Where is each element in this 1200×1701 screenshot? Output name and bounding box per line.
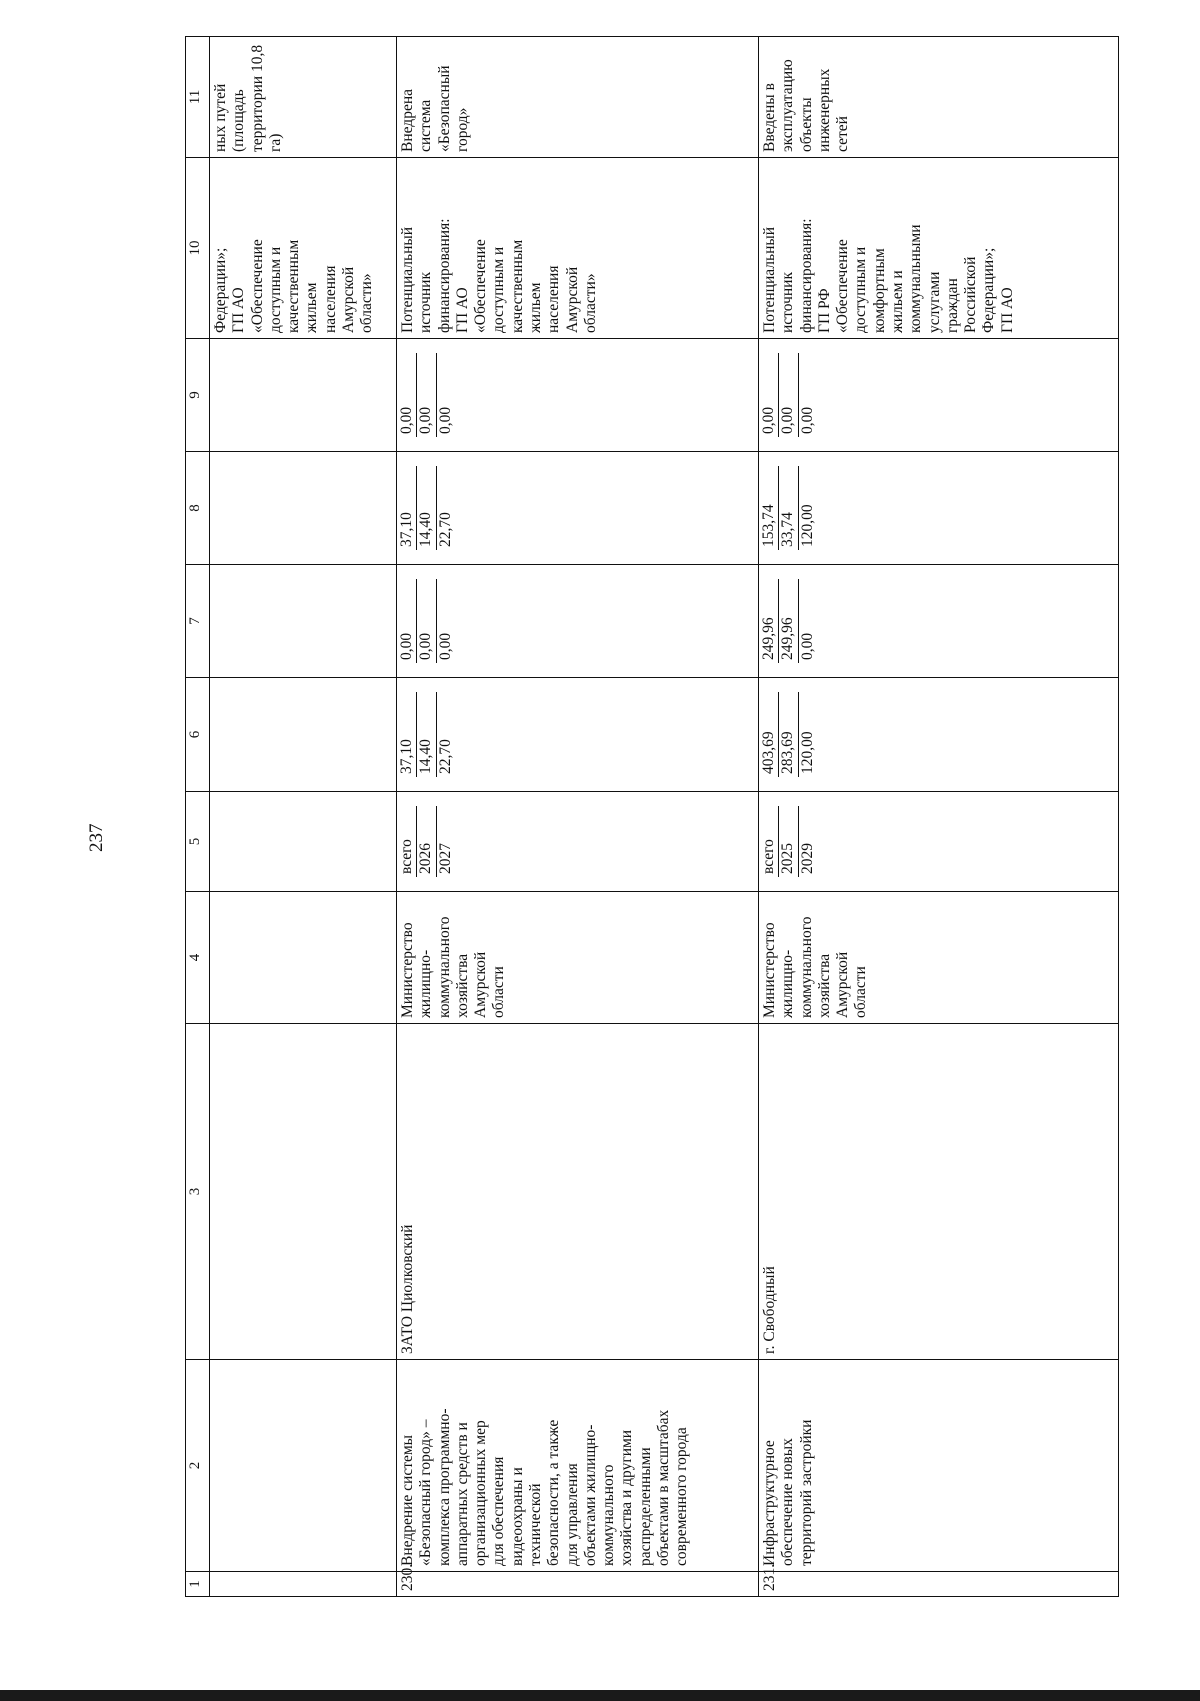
program-table <box>185 36 1119 1597</box>
amount-value: 0,00 <box>798 406 816 434</box>
year-value: всего <box>398 806 417 877</box>
executor: Министерство жилищно- коммунального хозяйства Амурской области <box>759 892 1119 1024</box>
header-row <box>186 37 210 1597</box>
row-number: 230. <box>397 1572 759 1597</box>
header-cell: 10 <box>186 158 210 339</box>
header-cell: 3 <box>186 1024 210 1360</box>
empty-cell <box>210 1024 397 1360</box>
amount-value: 0,00 <box>436 406 454 434</box>
amount-value: 14,40 <box>417 466 436 550</box>
location: г. Свободный <box>759 1024 1119 1360</box>
amount-value: 249,96 <box>760 579 779 663</box>
amount-value: 37,10 <box>398 466 417 550</box>
empty-cell <box>210 792 397 892</box>
executor: Министерство жилищно- коммунального хозяйства Амурской области <box>397 892 759 1024</box>
empty-cell <box>210 678 397 792</box>
amount-value: 0,00 <box>436 632 454 660</box>
amount-value: 33,74 <box>779 466 798 550</box>
year-value: 2026 <box>417 806 436 877</box>
header-cell: 7 <box>186 565 210 678</box>
header-cell: 9 <box>186 339 210 452</box>
amount-value: 0,00 <box>779 353 798 437</box>
amount-value: 249,96 <box>779 579 798 663</box>
header-cell: 11 <box>186 37 210 158</box>
measure-name: Внедрение системы «Безопасный город» – комплекса программно- аппаратных средств и организационных мер для обеспечения видеоохраны и технической безопасности, а также для управления объектами жилищно- коммунального хозяйства и другими распределенными объектами в масштабах современного города <box>397 1360 759 1572</box>
empty-cell <box>210 1572 397 1597</box>
amount-value: 0,00 <box>417 353 436 437</box>
other-sources-cell <box>397 339 759 452</box>
amount-value: 37,10 <box>398 692 417 777</box>
result-cell: ных путей (площадь территории 10,8 га) <box>210 37 397 158</box>
result-cell: Внедрена система «Безопасный город» <box>397 37 759 158</box>
year-value: 2027 <box>436 843 454 874</box>
amount-value: 22,70 <box>436 739 454 774</box>
amount-value: 0,00 <box>398 579 417 663</box>
amount-value: 403,69 <box>760 692 779 777</box>
result-cell: Введены в эксплуатацию объекты инженерных сетей <box>759 37 1119 158</box>
header-cell: 6 <box>186 678 210 792</box>
years-cell <box>397 792 759 892</box>
regional-budget-cell <box>397 452 759 565</box>
amount-value: 0,00 <box>798 632 816 660</box>
scan-edge-bar <box>0 1690 1200 1701</box>
rotated-table-container <box>185 37 1145 1597</box>
regional-budget-cell <box>759 452 1119 565</box>
amount-value: 283,69 <box>779 692 798 777</box>
amount-value: 153,74 <box>760 466 779 550</box>
total-cost-cell <box>759 678 1119 792</box>
funding-source-cell: Федерации»; ГП АО «Обеспечение доступным и качественным жильем населения Амурской области» <box>210 158 397 339</box>
measure-name: Инфраструктурное обеспечение новых территорий застройки <box>759 1360 1119 1572</box>
empty-cell <box>210 1360 397 1572</box>
page-number: 237 <box>86 823 107 852</box>
amount-value: 0,00 <box>760 353 779 437</box>
federal-budget-cell <box>759 565 1119 678</box>
year-value: 2029 <box>798 843 816 874</box>
empty-cell <box>210 339 397 452</box>
empty-cell <box>210 565 397 678</box>
empty-cell <box>210 892 397 1024</box>
amount-value: 0,00 <box>417 579 436 663</box>
funding-source-cell: Потенциальный источник финансирования: ГП АО «Обеспечение доступным и качественным жильем населения Амурской области» <box>397 158 759 339</box>
continuation-row <box>210 37 397 1597</box>
amount-value: 120,00 <box>798 731 816 774</box>
row-number: 231. <box>759 1572 1119 1597</box>
location: ЗАТО Циолковский <box>397 1024 759 1360</box>
year-value: всего <box>760 806 779 877</box>
empty-cell <box>210 452 397 565</box>
table-row <box>397 37 759 1597</box>
amount-value: 14,40 <box>417 692 436 777</box>
amount-value: 22,70 <box>436 512 454 547</box>
years-cell <box>759 792 1119 892</box>
amount-value: 120,00 <box>798 504 816 547</box>
other-sources-cell <box>759 339 1119 452</box>
federal-budget-cell <box>397 565 759 678</box>
year-value: 2025 <box>779 806 798 877</box>
total-cost-cell <box>397 678 759 792</box>
header-cell: 8 <box>186 452 210 565</box>
table-row <box>759 37 1119 1597</box>
header-cell: 2 <box>186 1360 210 1572</box>
amount-value: 0,00 <box>398 353 417 437</box>
header-cell: 1 <box>186 1572 210 1597</box>
funding-source-cell: Потенциальный источник финансирования: ГП РФ «Обеспечение доступным и комфортным жильем и коммунальными услугами граждан Российской Федерации»; ГП АО <box>759 158 1119 339</box>
header-cell: 4 <box>186 892 210 1024</box>
header-cell: 5 <box>186 792 210 892</box>
